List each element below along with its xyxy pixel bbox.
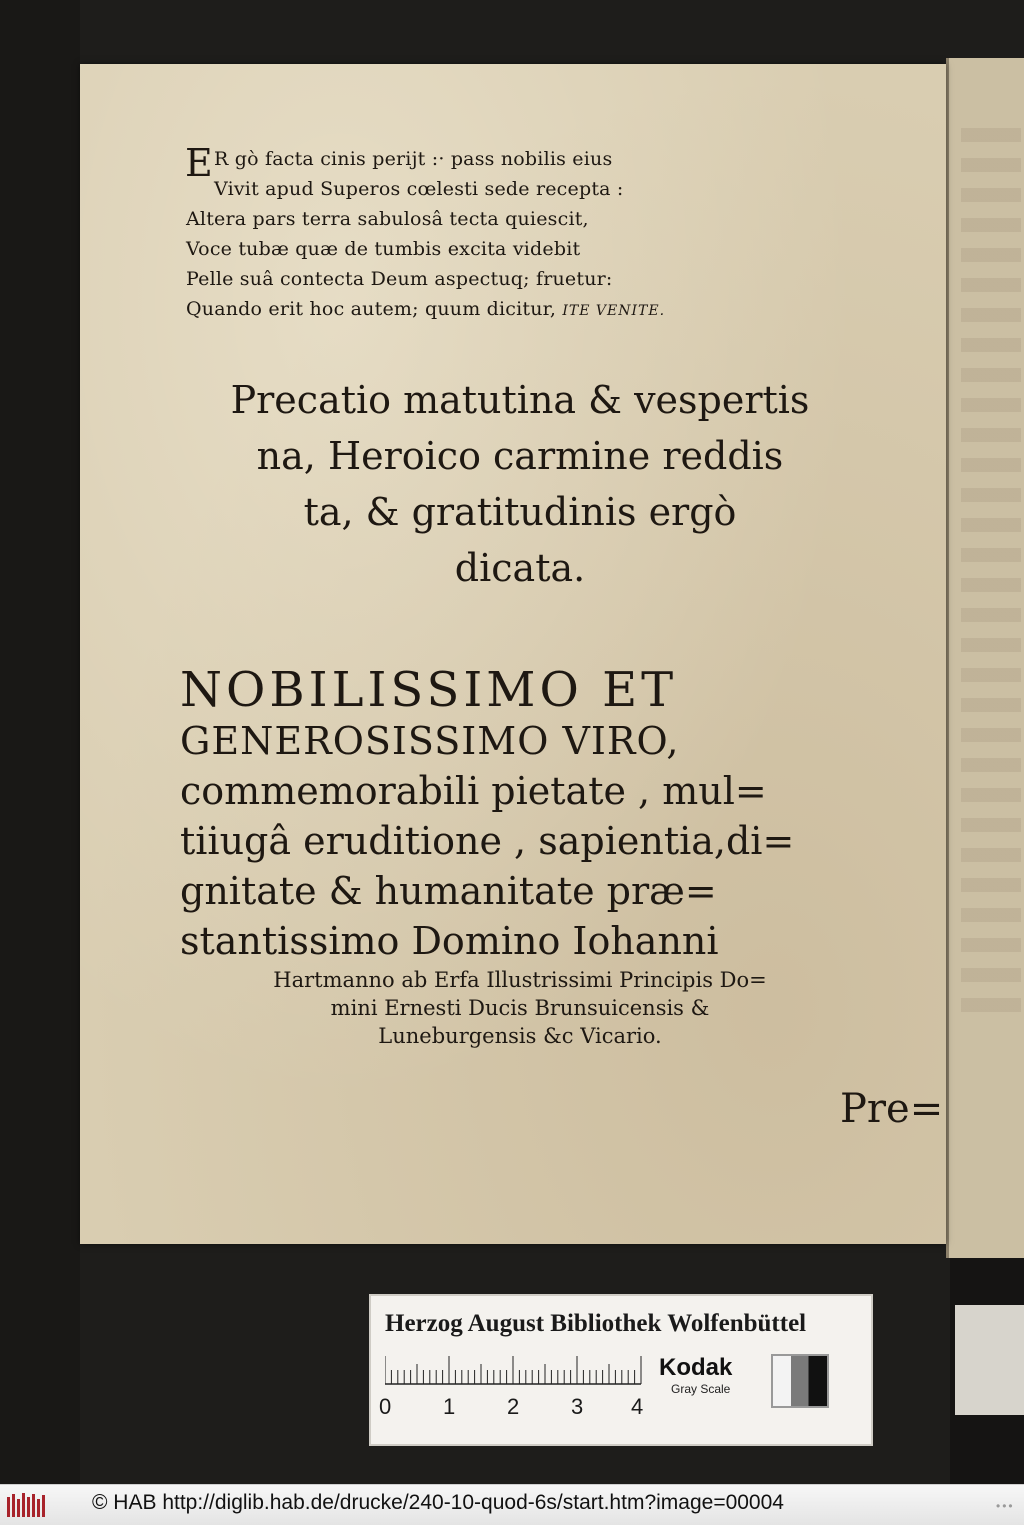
catchword: Pre= (840, 1086, 944, 1132)
dedication-line: GENEROSISSIMO VIRO, (180, 719, 680, 763)
ruler-ticks (385, 1354, 645, 1386)
dedication-small-line: mini Ernesti Ducis Brunsuicensis & (330, 996, 710, 1020)
viewer-footer (0, 1484, 1024, 1525)
ruler-number: 0 (379, 1394, 392, 1419)
kodak-logo: Kodak (659, 1354, 733, 1381)
adjacent-target-card (955, 1305, 1024, 1415)
poem-line: Pelle suâ contecta Deum aspectuq; fruetur: (186, 268, 613, 290)
dedication-line: gnitate & humanitate præ= (180, 869, 717, 913)
dedication-line: tiiugâ eruditione , sapientia,di= (180, 819, 795, 863)
hab-logo-icon (6, 1491, 50, 1519)
dedication-small (180, 966, 860, 1050)
gray-scale-patch (771, 1354, 829, 1408)
menu-dots-icon[interactable]: ••• (996, 1499, 1015, 1513)
dedication-small-line: Luneburgensis &c Vicario. (378, 1024, 662, 1048)
poem-line: Altera pars terra sabulosâ tecta quiescit, (186, 208, 589, 230)
book-page (80, 64, 946, 1244)
library-name: Herzog August Bibliothek Wolfenbüttel (385, 1310, 807, 1337)
prayer-title (180, 372, 860, 596)
prayer-title-line: dicata. (454, 546, 586, 590)
prayer-title-line: Precatio matutina & vespertis (230, 378, 810, 422)
poem-line-text: Quando erit hoc autem; quum dicitur, (186, 298, 557, 320)
poem-line: Vivit apud Superos cœlesti sede recepta : (214, 178, 624, 200)
next-page-ghost-text (961, 128, 1021, 1028)
next-page-edge (946, 58, 1024, 1258)
prayer-title-line: ta, & gratitudinis ergò (303, 490, 737, 534)
dedication-line: stantissimo Domino Iohanni (180, 919, 719, 963)
copyright-url: © HAB http://diglib.hab.de/drucke/240-10-quod-6s/start.htm?image=00004 (92, 1491, 784, 1514)
library-color-target (369, 1294, 873, 1446)
dedication-block (180, 664, 860, 1050)
ruler-number: 3 (571, 1394, 584, 1419)
poem-line-last (186, 298, 665, 320)
ruler-numbers (379, 1394, 659, 1424)
scan-left-margin (0, 0, 80, 1484)
poem-dropcap: E (185, 141, 213, 185)
dedication-line: NOBILISSIMO ET (180, 662, 678, 718)
ruler-scale (385, 1354, 645, 1386)
dedication-small-line: Hartmanno ab Erfa Illustrissimi Principis Do= (273, 968, 767, 992)
ruler-number: 2 (507, 1394, 520, 1419)
ruler-number: 1 (443, 1394, 456, 1419)
ite-venite: ITE VENITE. (562, 303, 666, 319)
ruler-number: 4 (631, 1394, 644, 1419)
poem-line: R gò facta cinis perijt :· pass nobilis eius (214, 148, 613, 170)
poem-line: Voce tubæ quæ de tumbis excita videbit (186, 238, 581, 260)
kodak-subtitle: Gray Scale (671, 1382, 731, 1396)
dedication-line: commemorabili pietate , mul= (180, 769, 767, 813)
prayer-title-line: na, Heroico carmine reddis (256, 434, 784, 478)
